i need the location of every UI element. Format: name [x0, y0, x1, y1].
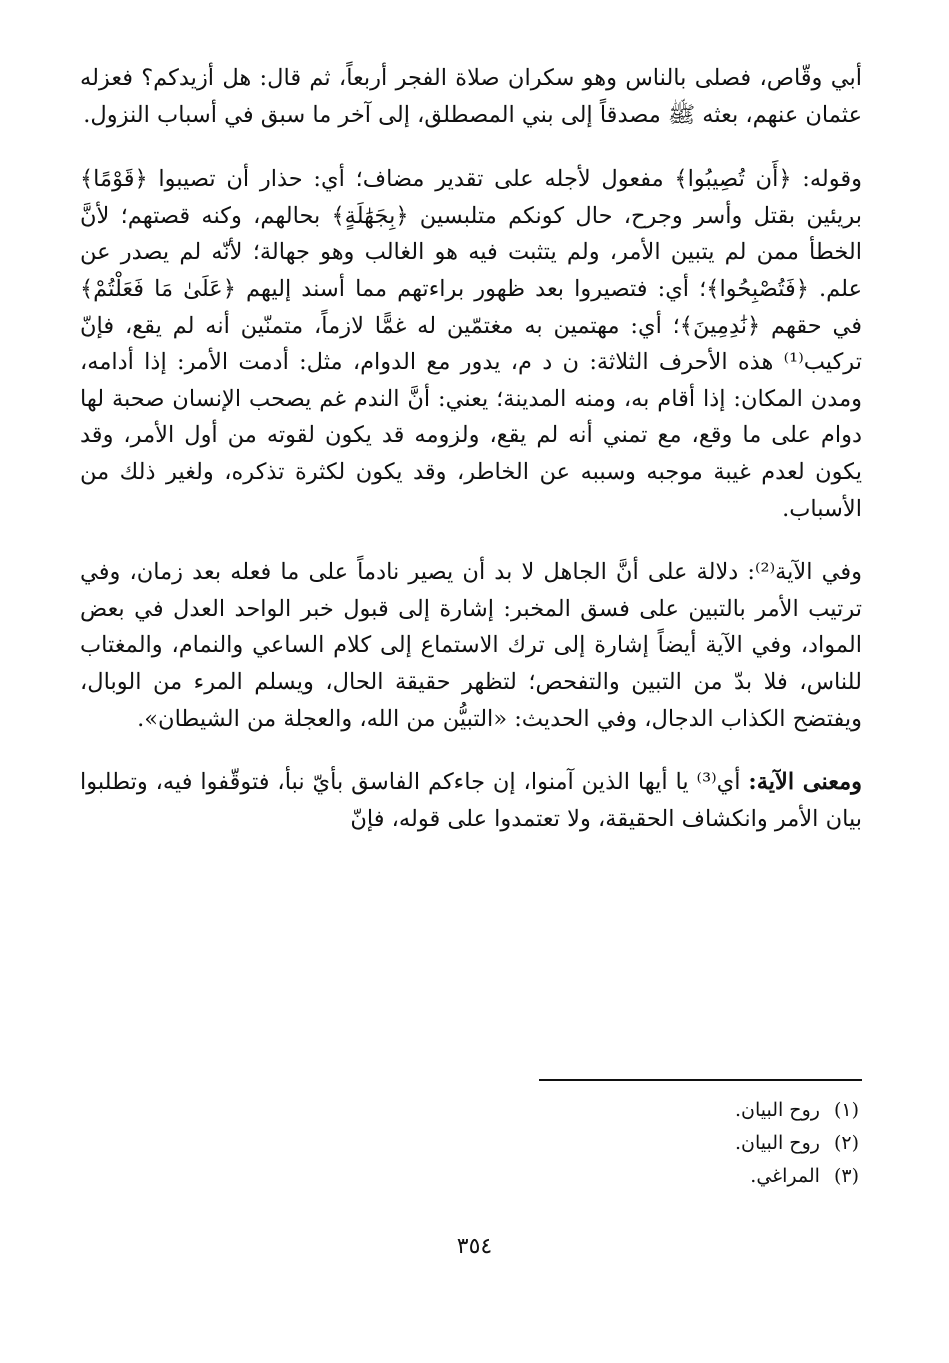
footnote-item — [519, 1094, 859, 1127]
footnote-number: (٢) — [833, 1132, 859, 1154]
footnote-number: (٣) — [833, 1165, 859, 1187]
footnote-divider — [539, 1079, 862, 1081]
paragraph-2: وقوله: ﴿أَن تُصِيبُوا﴾ مفعول لأجله على تقدير مضاف؛ أي: حذار أن تصيبوا ﴿قَوْمًا﴾ بريئين بقتل وأسر وجرح، حال كونكم متلبسين ﴿بِجَهَٰلَةٍ﴾ بحالهم، وكنه قصتهم؛ لأنَّ الخطأ ممن لم يتبين الأمر، ولم يتثبت فيه هو الغالب وهو جهالة؛ لأنّه لم يصدر عن علم. ﴿فَتُصْبِحُوا﴾؛ أي: فتصيروا بعد ظهور براءتهم مما أسند إليهم ﴿عَلَىٰ مَا فَعَلْتُمْ﴾ في حقهم ﴿نَٰدِمِينَ﴾؛ أي: مهتمين به مغتمّين له غمًّا لازماً، متمنّين أنه لم يقع، فإنّ تركيب⁽¹⁾ هذه الأحرف الثلاثة: ن د م، يدور مع الدوام، مثل: أدمت الأمر: إذا أدامه، ومدن المكان: إذا أقام به، ومنه المدينة؛ يعني: أنَّ الندم غم يصحب الإنسان صحبة لها دوام على ما وقع، مع تمني أنه لم يقع، ولزومه قد يكون لقوته من أول الأمر، وقد يكون لعدم غيبة موجبه وسببه عن الخاطر، وقد يكون لكثرة تذكره، ولغير ذلك من الأسباب. — [80, 166, 862, 522]
page-number: ٣٥٤ — [456, 1234, 493, 1259]
paragraph-3: وفي الآية⁽²⁾: دلالة على أنَّ الجاهل لا بد أن يصير نادماً على ما فعله بعد زمان، وفي ترتيب الأمر بالتبين على فسق المخبر: إشارة إلى قبول خبر الواحد العدل في بعض المواد، وفي الآية أيضاً إشارة إلى ترك الاستماع إلى كلام الساعي والنمام، والمغتاب للناس، فلا بدّ من التبين والتفحص؛ لتظهر حقيقة الحال، ويسلم المرء من الوبال، ويفتضح الكذاب الدجال، وفي الحديث: «التبيُّن من الله، والعجلة من الشيطان». — [80, 559, 862, 732]
footnote-text: روح البيان. — [734, 1099, 820, 1121]
paragraph-4-ref: أي⁽³⁾ — [696, 769, 741, 796]
footnote-text: المراغي. — [750, 1165, 820, 1187]
footnote-number: (١) — [833, 1099, 859, 1121]
footnote-item — [519, 1127, 859, 1160]
paragraph-4-text: يا أيها الذين آمنوا، إن جاءكم الفاسق بأيّ نبأ، فتوقّفوا فيه، وتطلبوا بيان الأمر وانكشاف الحقيقة، ولا تعتمدوا على قوله، فإنّ — [80, 769, 862, 832]
paragraph-1: أبي وقّاص، فصلى بالناس وهو سكران صلاة الفجر أربعاً، ثم قال: هل أزيدكم؟ فعزله عثمان عنهم، بعثه ﷺ مصدقاً إلى بني المصطلق، إلى آخر ما سبق في أسباب النزول. — [80, 65, 862, 128]
page-body — [80, 60, 862, 837]
paragraph-4-heading: ومعنى الآية: — [748, 769, 863, 796]
footnote-item — [519, 1160, 859, 1193]
footnotes-list — [519, 1094, 859, 1193]
paragraph-4 — [80, 764, 862, 837]
footnote-text: روح البيان. — [734, 1132, 820, 1154]
